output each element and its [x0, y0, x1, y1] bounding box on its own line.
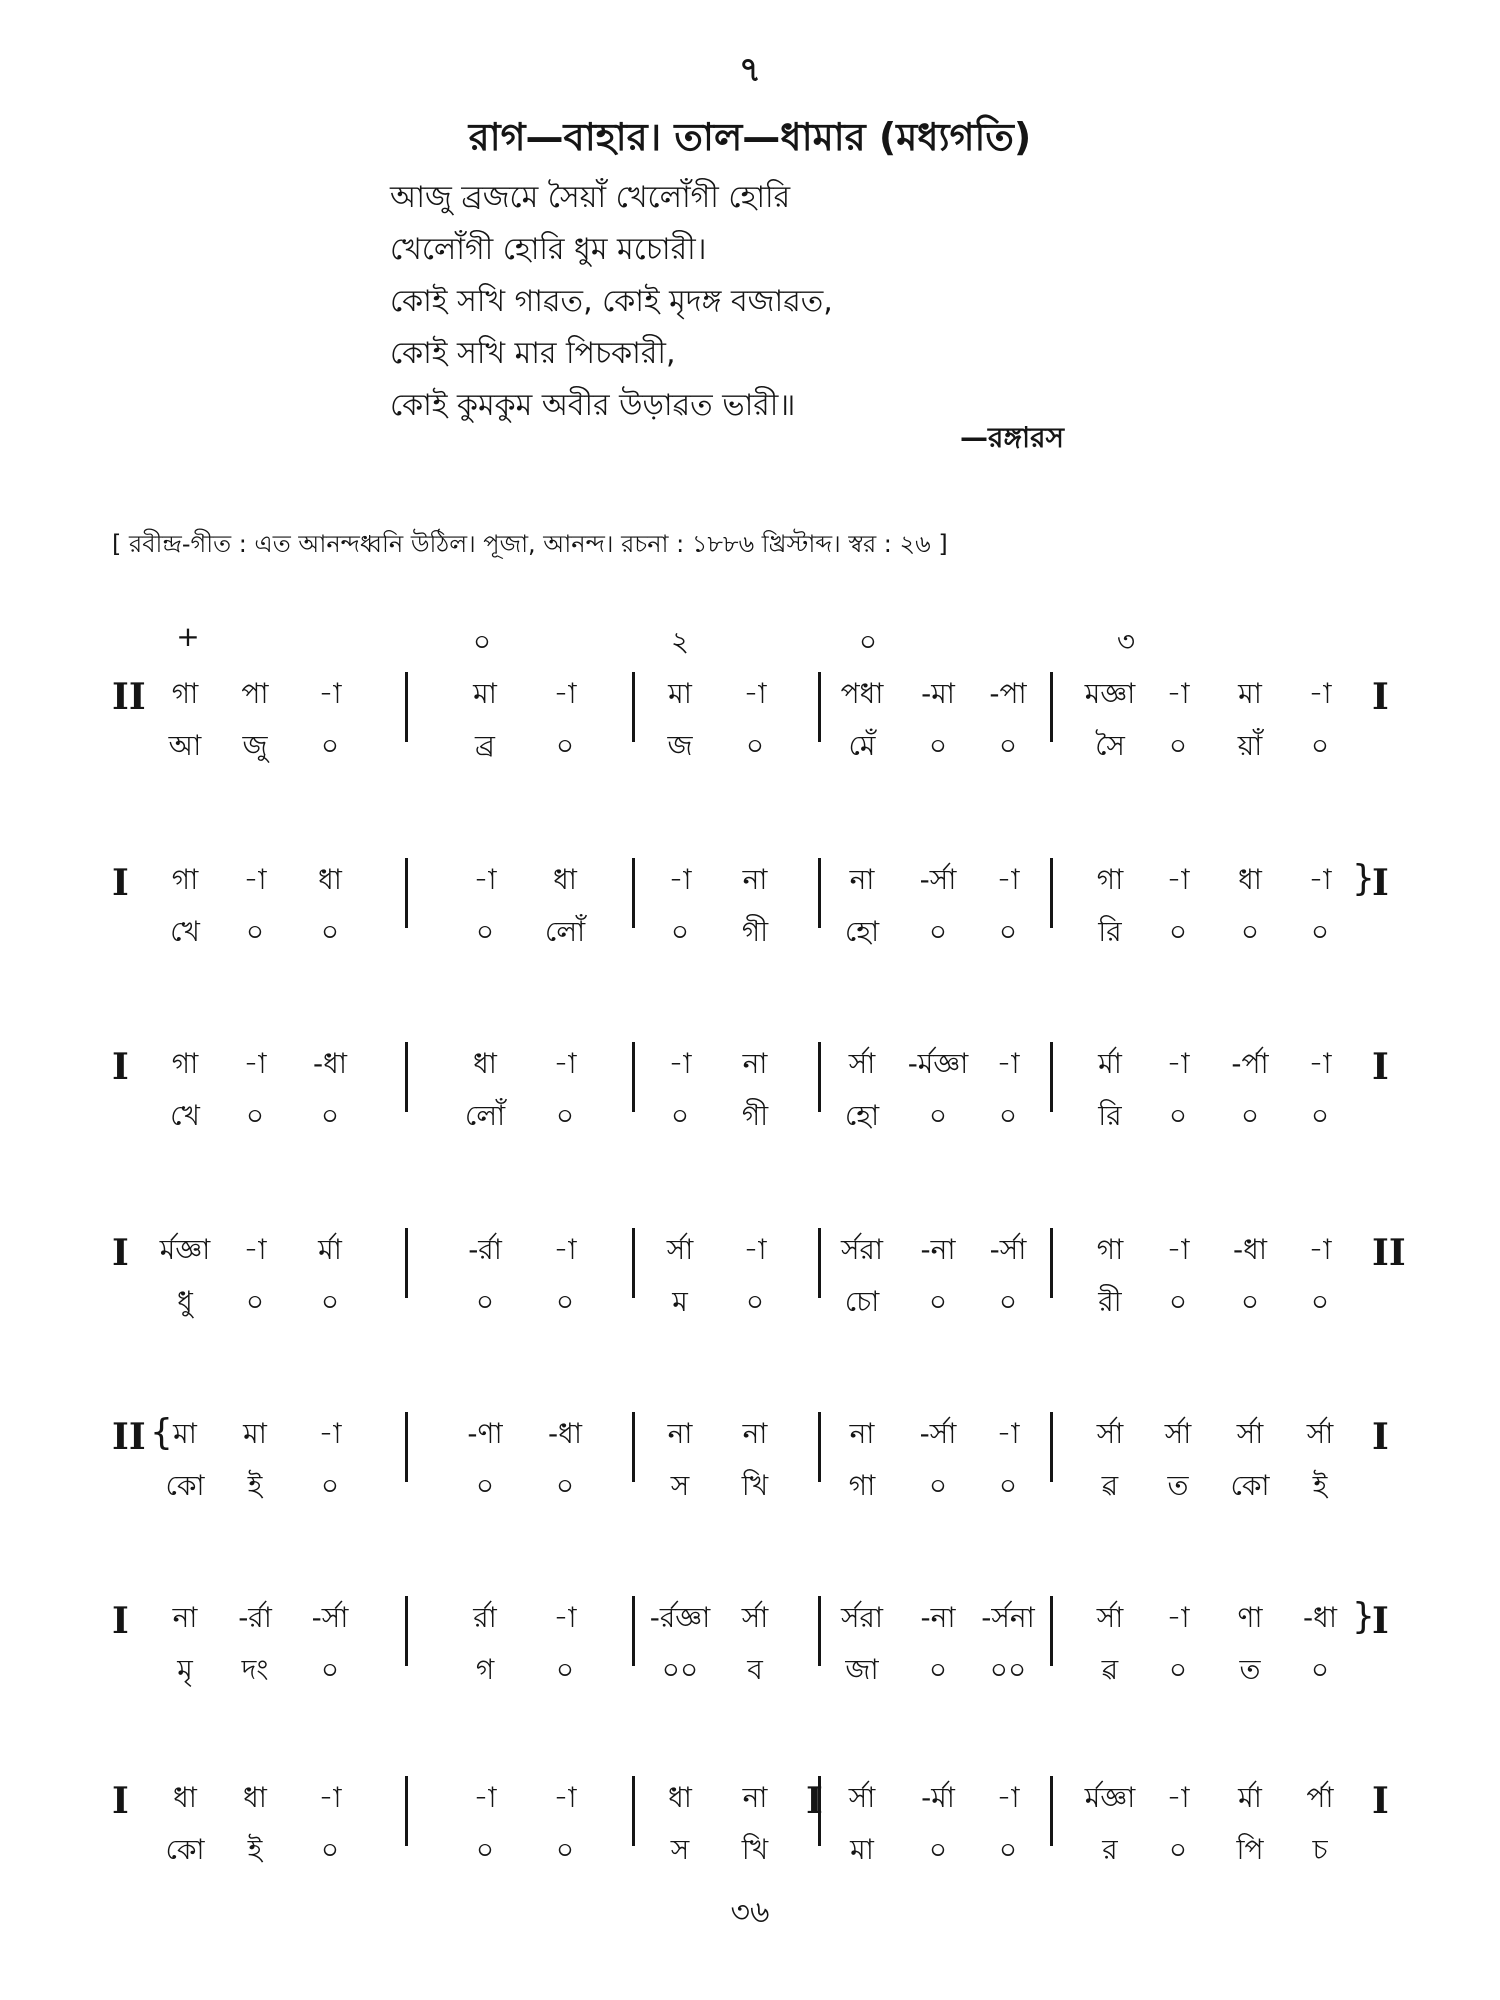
- lyric-line: কোই সখি গাৱত, কোই মৃদঙ্গ বজাৱত,: [390, 284, 833, 319]
- source-note: [ রবীন্দ্র-গীত : এত আনন্দধ্বনি উঠিল। পূজা, আনন্দ। রচনা : ১৮৮৬ খ্রিস্টাব্দ। স্বর : ২৬ ]: [112, 530, 948, 558]
- swara-note: না: [849, 1417, 875, 1450]
- lyric-syllable: গা: [848, 1469, 876, 1502]
- lyric-syllable: ০: [998, 1469, 1018, 1502]
- lyric-syllable: ০: [320, 1653, 340, 1686]
- swara-note: -া: [318, 1417, 342, 1450]
- lyric-syllable: ০: [245, 1099, 265, 1132]
- swara-note: না: [667, 1417, 693, 1450]
- lyric-syllable: ০: [1168, 1099, 1188, 1132]
- lyric-syllable: ০: [555, 729, 575, 762]
- lyric-syllable: ০: [998, 1285, 1018, 1318]
- swara-note: -া: [553, 1601, 577, 1634]
- start-bar-sign: II: [112, 1416, 146, 1458]
- syllable-row: [0, 1094, 1500, 1134]
- swara-row: [0, 672, 1500, 712]
- lyric-syllable: লোঁ: [544, 915, 586, 948]
- swara-note: না: [742, 1781, 768, 1814]
- notation-line: [0, 1216, 1500, 1326]
- lyric-syllable: ০: [1240, 1285, 1260, 1318]
- close-brace: }: [1352, 1596, 1375, 1637]
- swara-note: র্রা: [473, 1601, 497, 1634]
- start-bar-sign: II: [112, 676, 146, 718]
- lyric-syllable: ০: [245, 1285, 265, 1318]
- swara-note: -না: [920, 1233, 956, 1266]
- lyric-syllable: ০: [1168, 1653, 1188, 1686]
- lyric-syllable: কো: [1230, 1469, 1270, 1502]
- syllable-row: [0, 1648, 1500, 1688]
- end-bar-sign: II: [1372, 1232, 1406, 1274]
- lyric-syllable: ই: [247, 1833, 263, 1866]
- notation-line: [0, 660, 1500, 770]
- attribution: —রঙ্গারস: [960, 421, 1064, 454]
- swara-note: -ধা: [1303, 1601, 1337, 1634]
- lyric-syllable: খে: [170, 1099, 200, 1132]
- lyric-syllable: লোঁ: [464, 1099, 506, 1132]
- start-bar-sign: I: [112, 1780, 129, 1822]
- lyric-syllable: ০: [928, 1099, 948, 1132]
- syllable-row: [0, 1464, 1500, 1504]
- lyric-syllable: ০: [670, 915, 690, 948]
- swara-note: র্সা: [848, 1047, 876, 1080]
- swara-note: -র্মা: [921, 1781, 955, 1814]
- swara-note: র্সা: [741, 1601, 769, 1634]
- lyric-syllable: হো: [844, 915, 880, 948]
- swara-note: -া: [996, 1781, 1020, 1814]
- start-bar-sign: I: [112, 1232, 129, 1274]
- swara-note: র্মজ্ঞা: [159, 1233, 211, 1266]
- swara-note: -ধা: [548, 1417, 582, 1450]
- taal-mark: ০: [858, 625, 878, 658]
- swara-note: র্মা: [1238, 1781, 1262, 1814]
- swara-note: -ণা: [467, 1417, 503, 1450]
- swara-note: -া: [473, 1781, 497, 1814]
- swara-note: -া: [553, 677, 577, 710]
- swara-note: না: [742, 863, 768, 896]
- swara-note: -া: [473, 863, 497, 896]
- lyric-syllable: ম: [672, 1285, 688, 1318]
- end-bar-sign: I: [1372, 862, 1389, 904]
- lyric-syllable: হো: [844, 1099, 880, 1132]
- swara-note: র্সা: [666, 1233, 694, 1266]
- notation-line: [0, 1584, 1500, 1694]
- taal-marks-row: [0, 620, 1500, 660]
- swara-note: ণা: [1237, 1601, 1263, 1634]
- swara-note: -ধা: [1233, 1233, 1267, 1266]
- swara-note: -া: [1166, 1047, 1190, 1080]
- swara-note: -না: [920, 1601, 956, 1634]
- lyric-syllable: ০: [1168, 1833, 1188, 1866]
- swara-note: -া: [1166, 1601, 1190, 1634]
- lyric-syllable: ০: [475, 1833, 495, 1866]
- lyric-syllable: ০: [998, 729, 1018, 762]
- swara-note: -র্সা: [919, 863, 957, 896]
- lyric-syllable: চ: [1312, 1833, 1328, 1866]
- swara-note: -া: [743, 1233, 767, 1266]
- swara-note: -া: [553, 1781, 577, 1814]
- swara-note: মা: [473, 677, 497, 710]
- swara-note: -া: [1308, 863, 1332, 896]
- taal-mark: ৩: [1116, 625, 1136, 658]
- lyric-syllable: ব্র: [475, 729, 495, 762]
- swara-note: -র্রা: [468, 1233, 502, 1266]
- lyric-syllable: ০: [1310, 729, 1330, 762]
- swara-row: [0, 1412, 1500, 1452]
- swara-note: -া: [1308, 1233, 1332, 1266]
- lyric-syllable: ০: [670, 1099, 690, 1132]
- swara-note: না: [849, 863, 875, 896]
- swara-row: [0, 858, 1500, 898]
- lyric-syllable: দং: [241, 1653, 269, 1686]
- lyric-syllable: গী: [741, 1099, 769, 1132]
- lyric-syllable: জ: [667, 729, 693, 762]
- lyric-syllable: ০: [745, 1285, 765, 1318]
- lyric-syllable: ০: [998, 1833, 1018, 1866]
- swara-note: -মা: [921, 677, 955, 710]
- end-bar-sign: I: [1372, 1046, 1389, 1088]
- swara-note: -র্সা: [311, 1601, 349, 1634]
- song-title: রাগ—বাহার। তাল—ধামার (মধ্যগতি): [468, 115, 1032, 159]
- lyric-syllable: ০: [320, 1099, 340, 1132]
- lyric-syllable: ই: [1312, 1469, 1328, 1502]
- swara-note: -া: [996, 1047, 1020, 1080]
- swara-note: মজ্ঞা: [1084, 677, 1136, 710]
- lyric-syllable: ৱ: [1101, 1653, 1119, 1686]
- swara-note: র্মা: [1098, 1047, 1122, 1080]
- swara-note: র্সরা: [840, 1233, 884, 1266]
- swara-note: পা: [241, 677, 269, 710]
- swara-note: -া: [553, 1047, 577, 1080]
- lyric-syllable: পি: [1236, 1833, 1264, 1866]
- lyric-syllable: স: [670, 1469, 690, 1502]
- lyric-syllable: ০: [1310, 915, 1330, 948]
- end-bar-sign: I: [1372, 676, 1389, 718]
- lyric-syllable: ০: [928, 1653, 948, 1686]
- swara-note: -া: [668, 863, 692, 896]
- syllable-row: [0, 1828, 1500, 1868]
- swara-note: র্সা: [1164, 1417, 1192, 1450]
- swara-note: মা: [243, 1417, 267, 1450]
- lyric-syllable: ০: [245, 915, 265, 948]
- swara-note: না: [742, 1417, 768, 1450]
- lyric-syllable: ০: [1168, 729, 1188, 762]
- swara-note: ধা: [243, 1781, 267, 1814]
- lyric-syllable: ০: [555, 1653, 575, 1686]
- swara-note: র্সরা: [840, 1601, 884, 1634]
- swara-note: -া: [1166, 1781, 1190, 1814]
- lyric-syllable: ০: [1168, 1285, 1188, 1318]
- close-brace: }: [1352, 858, 1375, 899]
- swara-note: -া: [243, 1047, 267, 1080]
- lyric-syllable: ০: [555, 1285, 575, 1318]
- swara-note: -র্পা: [1231, 1047, 1269, 1080]
- end-bar-sign: I: [1372, 1780, 1389, 1822]
- swara-note: গা: [171, 1047, 199, 1080]
- lyric-syllable: চো: [844, 1285, 880, 1318]
- open-brace: {: [150, 1412, 173, 1453]
- lyric-syllable: স: [670, 1833, 690, 1866]
- swara-note: -র্সা: [919, 1417, 957, 1450]
- swara-note: ধা: [668, 1781, 692, 1814]
- mid-bar-sign: I: [806, 1780, 823, 1822]
- swara-note: মা: [1238, 677, 1262, 710]
- lyric-syllable: রি: [1098, 1099, 1122, 1132]
- swara-row: [0, 1228, 1500, 1268]
- lyric-syllable: ০: [928, 1469, 948, 1502]
- swara-note: মা: [173, 1417, 197, 1450]
- lyric-syllable: গ: [475, 1653, 495, 1686]
- lyric-syllable: ব: [747, 1653, 763, 1686]
- swara-row: [0, 1776, 1500, 1816]
- lyric-syllable: ০০: [989, 1653, 1027, 1686]
- lyric-syllable: ০: [320, 915, 340, 948]
- lyric-syllable: খি: [741, 1833, 769, 1866]
- start-bar-sign: I: [112, 1046, 129, 1088]
- swara-note: -া: [243, 1233, 267, 1266]
- taal-mark: ০: [472, 625, 492, 658]
- swara-note: -র্রজ্ঞা: [649, 1601, 711, 1634]
- lyric-syllable: ০: [928, 729, 948, 762]
- swara-note: -র্সা: [989, 1233, 1027, 1266]
- lyric-syllable: রী: [1098, 1285, 1122, 1318]
- swara-note: র্সা: [1096, 1601, 1124, 1634]
- lyric-syllable: ০: [320, 729, 340, 762]
- swara-note: -ধা: [313, 1047, 347, 1080]
- lyric-syllable: ০: [555, 1469, 575, 1502]
- lyric-syllable: র: [1102, 1833, 1118, 1866]
- lyrics-block: [390, 172, 833, 432]
- swara-note: গা: [171, 677, 199, 710]
- notation-line: [0, 846, 1500, 956]
- lyric-syllable: ০: [998, 1099, 1018, 1132]
- page-number: ৭: [738, 50, 762, 90]
- footer-page-number: ৩৬: [730, 1895, 770, 1930]
- lyric-syllable: কো: [165, 1833, 205, 1866]
- lyric-syllable: কো: [165, 1469, 205, 1502]
- notation-line: [0, 1764, 1500, 1874]
- lyric-syllable: ত: [1239, 1653, 1261, 1686]
- swara-note: -া: [1308, 677, 1332, 710]
- swara-note: র্মজ্ঞা: [1084, 1781, 1136, 1814]
- lyric-syllable: ০০: [661, 1653, 699, 1686]
- notation-line: [0, 1030, 1500, 1140]
- end-bar-sign: I: [1372, 1416, 1389, 1458]
- swara-note: -া: [996, 863, 1020, 896]
- lyric-syllable: ০: [1310, 1285, 1330, 1318]
- swara-note: গা: [1096, 1233, 1124, 1266]
- swara-note: র্সা: [1306, 1417, 1334, 1450]
- lyric-syllable: ০: [320, 1469, 340, 1502]
- swara-note: গা: [1096, 863, 1124, 896]
- lyric-syllable: রি: [1098, 915, 1122, 948]
- lyric-syllable: ০: [1168, 915, 1188, 948]
- swara-note: র্সা: [1096, 1417, 1124, 1450]
- swara-note: -া: [243, 863, 267, 896]
- lyric-line: আজু ব্রজমে সৈয়াঁ খেলোঁগী হোরি: [390, 180, 791, 215]
- taal-mark: +: [176, 620, 200, 653]
- lyric-syllable: ০: [475, 1285, 495, 1318]
- end-bar-sign: I: [1372, 1600, 1389, 1642]
- lyric-syllable: খে: [170, 915, 200, 948]
- lyric-syllable: ৱ: [1101, 1469, 1119, 1502]
- swara-note: -র্মজ্ঞা: [907, 1047, 969, 1080]
- lyric-syllable: ০: [320, 1285, 340, 1318]
- lyric-syllable: মা: [850, 1833, 874, 1866]
- lyric-syllable: ০: [928, 1285, 948, 1318]
- notation-line: [0, 1400, 1500, 1510]
- swara-note: র্সা: [848, 1781, 876, 1814]
- swara-note: না: [172, 1601, 198, 1634]
- swara-note: -া: [996, 1417, 1020, 1450]
- lyric-line: কোই কুমকুম অবীর উড়াৱত ভারী॥: [390, 388, 796, 423]
- lyric-syllable: সৈ: [1095, 729, 1125, 762]
- swara-note: ধা: [473, 1047, 497, 1080]
- lyric-syllable: জু: [242, 729, 268, 762]
- lyric-syllable: গী: [741, 915, 769, 948]
- lyric-syllable: খি: [741, 1469, 769, 1502]
- lyric-syllable: ই: [247, 1469, 263, 1502]
- swara-note: -পা: [989, 677, 1027, 710]
- swara-note: -া: [668, 1047, 692, 1080]
- swara-note: ধা: [173, 1781, 197, 1814]
- lyric-syllable: য়াঁ: [1237, 729, 1263, 762]
- swara-note: -া: [1308, 1047, 1332, 1080]
- syllable-row: [0, 1280, 1500, 1320]
- swara-note: -া: [553, 1233, 577, 1266]
- swara-note: ধা: [318, 863, 342, 896]
- lyric-syllable: ০: [320, 1833, 340, 1866]
- swara-note: র্পা: [1306, 1781, 1334, 1814]
- lyric-line: খেলোঁগী হোরি ধুম মচোরী।: [390, 232, 707, 267]
- swara-note: -া: [1166, 863, 1190, 896]
- swara-note: র্সা: [1236, 1417, 1264, 1450]
- swara-note: -া: [1166, 677, 1190, 710]
- lyric-syllable: ০: [475, 915, 495, 948]
- lyric-syllable: ০: [928, 1833, 948, 1866]
- lyric-syllable: ০: [928, 915, 948, 948]
- lyric-syllable: ০: [745, 729, 765, 762]
- lyric-syllable: আ: [168, 729, 202, 762]
- swara-note: র্মা: [318, 1233, 342, 1266]
- swara-note: -া: [743, 677, 767, 710]
- lyric-syllable: ০: [1240, 1099, 1260, 1132]
- lyric-syllable: ত: [1167, 1469, 1189, 1502]
- swara-note: মা: [668, 677, 692, 710]
- lyric-syllable: ০: [1310, 1099, 1330, 1132]
- lyric-syllable: ০: [555, 1833, 575, 1866]
- lyric-syllable: ০: [555, 1099, 575, 1132]
- taal-mark: ২: [670, 625, 690, 658]
- swara-note: -র্সনা: [981, 1601, 1035, 1634]
- lyric-line: কোই সখি মার পিচকারী,: [390, 336, 676, 371]
- swara-note: গা: [171, 863, 199, 896]
- swara-note: না: [742, 1047, 768, 1080]
- start-bar-sign: I: [112, 1600, 129, 1642]
- lyric-syllable: মেঁ: [848, 729, 876, 762]
- swara-note: ধা: [553, 863, 577, 896]
- swara-row: [0, 1596, 1500, 1636]
- swara-note: -া: [1166, 1233, 1190, 1266]
- swara-note: -া: [318, 677, 342, 710]
- swara-note: ধা: [1238, 863, 1262, 896]
- start-bar-sign: I: [112, 862, 129, 904]
- lyric-syllable: ০: [998, 915, 1018, 948]
- lyric-syllable: ০: [1240, 915, 1260, 948]
- swara-row: [0, 1042, 1500, 1082]
- lyric-syllable: ধু: [177, 1285, 193, 1318]
- lyric-syllable: মৃ: [177, 1653, 193, 1686]
- swara-note: -া: [318, 1781, 342, 1814]
- lyric-syllable: জা: [845, 1653, 879, 1686]
- lyric-syllable: ০: [475, 1469, 495, 1502]
- syllable-row: [0, 724, 1500, 764]
- swara-note: -র্রা: [238, 1601, 272, 1634]
- syllable-row: [0, 910, 1500, 950]
- lyric-syllable: ০: [1310, 1653, 1330, 1686]
- swara-note: পধা: [840, 677, 884, 710]
